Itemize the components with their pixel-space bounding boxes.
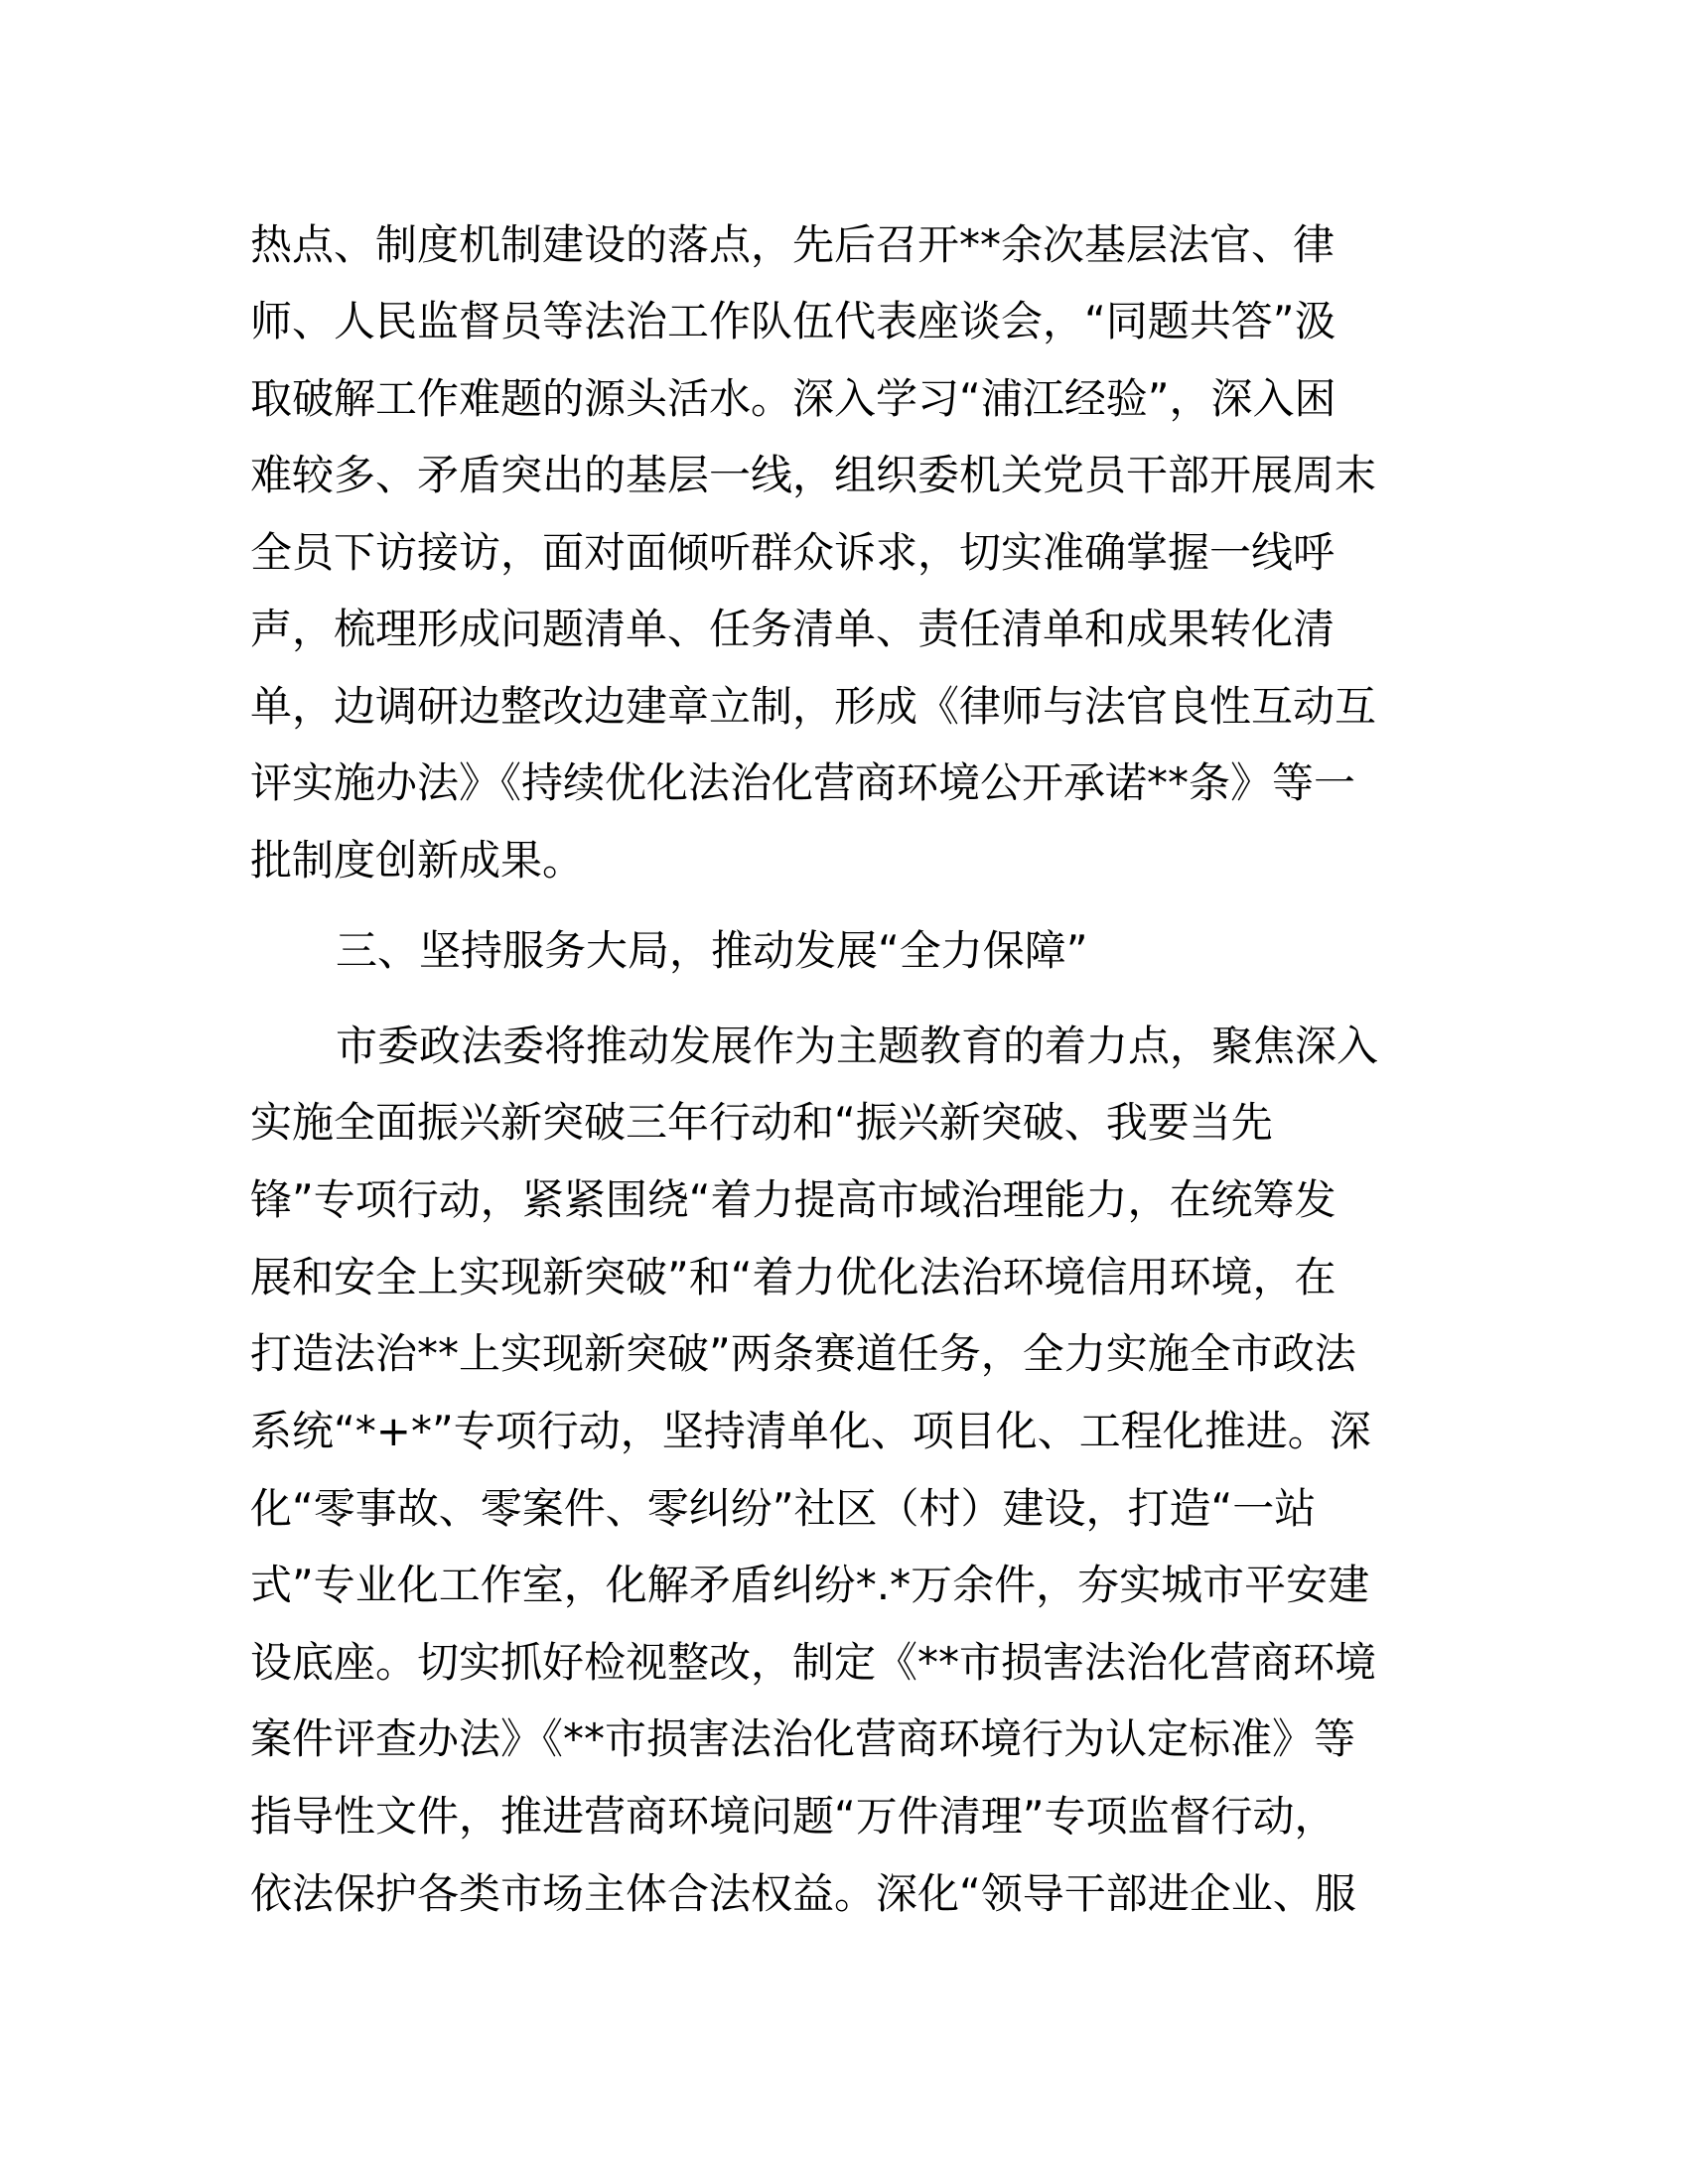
text-line: 全员下访接访，面对面倾听群众诉求，切实准确掌握一线呼 xyxy=(250,528,1336,577)
text-line: 难较多、矛盾突出的基层一线，组织委机关党员干部开展周末 xyxy=(250,451,1377,499)
text-line: 热点、制度机制建设的落点，先后召开**余次基层法官、律 xyxy=(250,220,1336,269)
text-line: 锋”专项行动，紧紧围绕“着力提高市域治理能力，在统筹发 xyxy=(250,1175,1336,1224)
text-line: 评实施办法》《持续优化法治化营商环境公开承诺**条》等一 xyxy=(250,758,1356,807)
text-line: 式”专业化工作室，化解矛盾纠纷*.*万余件，夯实城市平安建 xyxy=(250,1561,1370,1609)
text-line: 案件评查办法》《**市损害法治化营商环境行为认定标准》等 xyxy=(250,1714,1356,1763)
text-line: 化“零事故、零案件、零纠纷”社区（村）建设，打造“一站 xyxy=(250,1484,1317,1533)
text-line: 设底座。切实抓好检视整改，制定《**市损害法治化营商环境 xyxy=(250,1638,1377,1687)
text-line: 展和安全上实现新突破”和“着力优化法治环境信用环境，在 xyxy=(250,1253,1336,1301)
text-line: 市委政法委将推动发展作为主题教育的着力点，聚焦深入 xyxy=(336,1022,1379,1070)
text-line: 批制度创新成果。 xyxy=(250,836,585,885)
text-line: 指导性文件，推进营商环境问题“万件清理”专项监督行动， xyxy=(250,1792,1336,1841)
text-line: 系统“*+*”专项行动，坚持清单化、项目化、工程化推进。深 xyxy=(250,1407,1371,1455)
text-line: 单，边调研边整改边建章立制，形成《律师与法官良性互动互 xyxy=(250,682,1377,731)
text-line: 依法保护各类市场主体合法权益。深化“领导干部进企业、服 xyxy=(250,1869,1356,1918)
text-line: 师、人民监督员等法治工作队伍代表座谈会，“同题共答”汲 xyxy=(250,297,1336,345)
text-line: 取破解工作难题的源头活水。深入学习“浦江经验”，深入困 xyxy=(250,374,1336,423)
text-line: 打造法治**上实现新突破”两条赛道任务，全力实施全市政法 xyxy=(250,1329,1356,1378)
section-heading: 三、坚持服务大局，推动发展“全力保障” xyxy=(336,926,1088,975)
text-line: 声，梳理形成问题清单、任务清单、责任清单和成果转化清 xyxy=(250,605,1336,653)
text-line: 实施全面振兴新突破三年行动和“振兴新突破、我要当先 xyxy=(250,1098,1273,1147)
